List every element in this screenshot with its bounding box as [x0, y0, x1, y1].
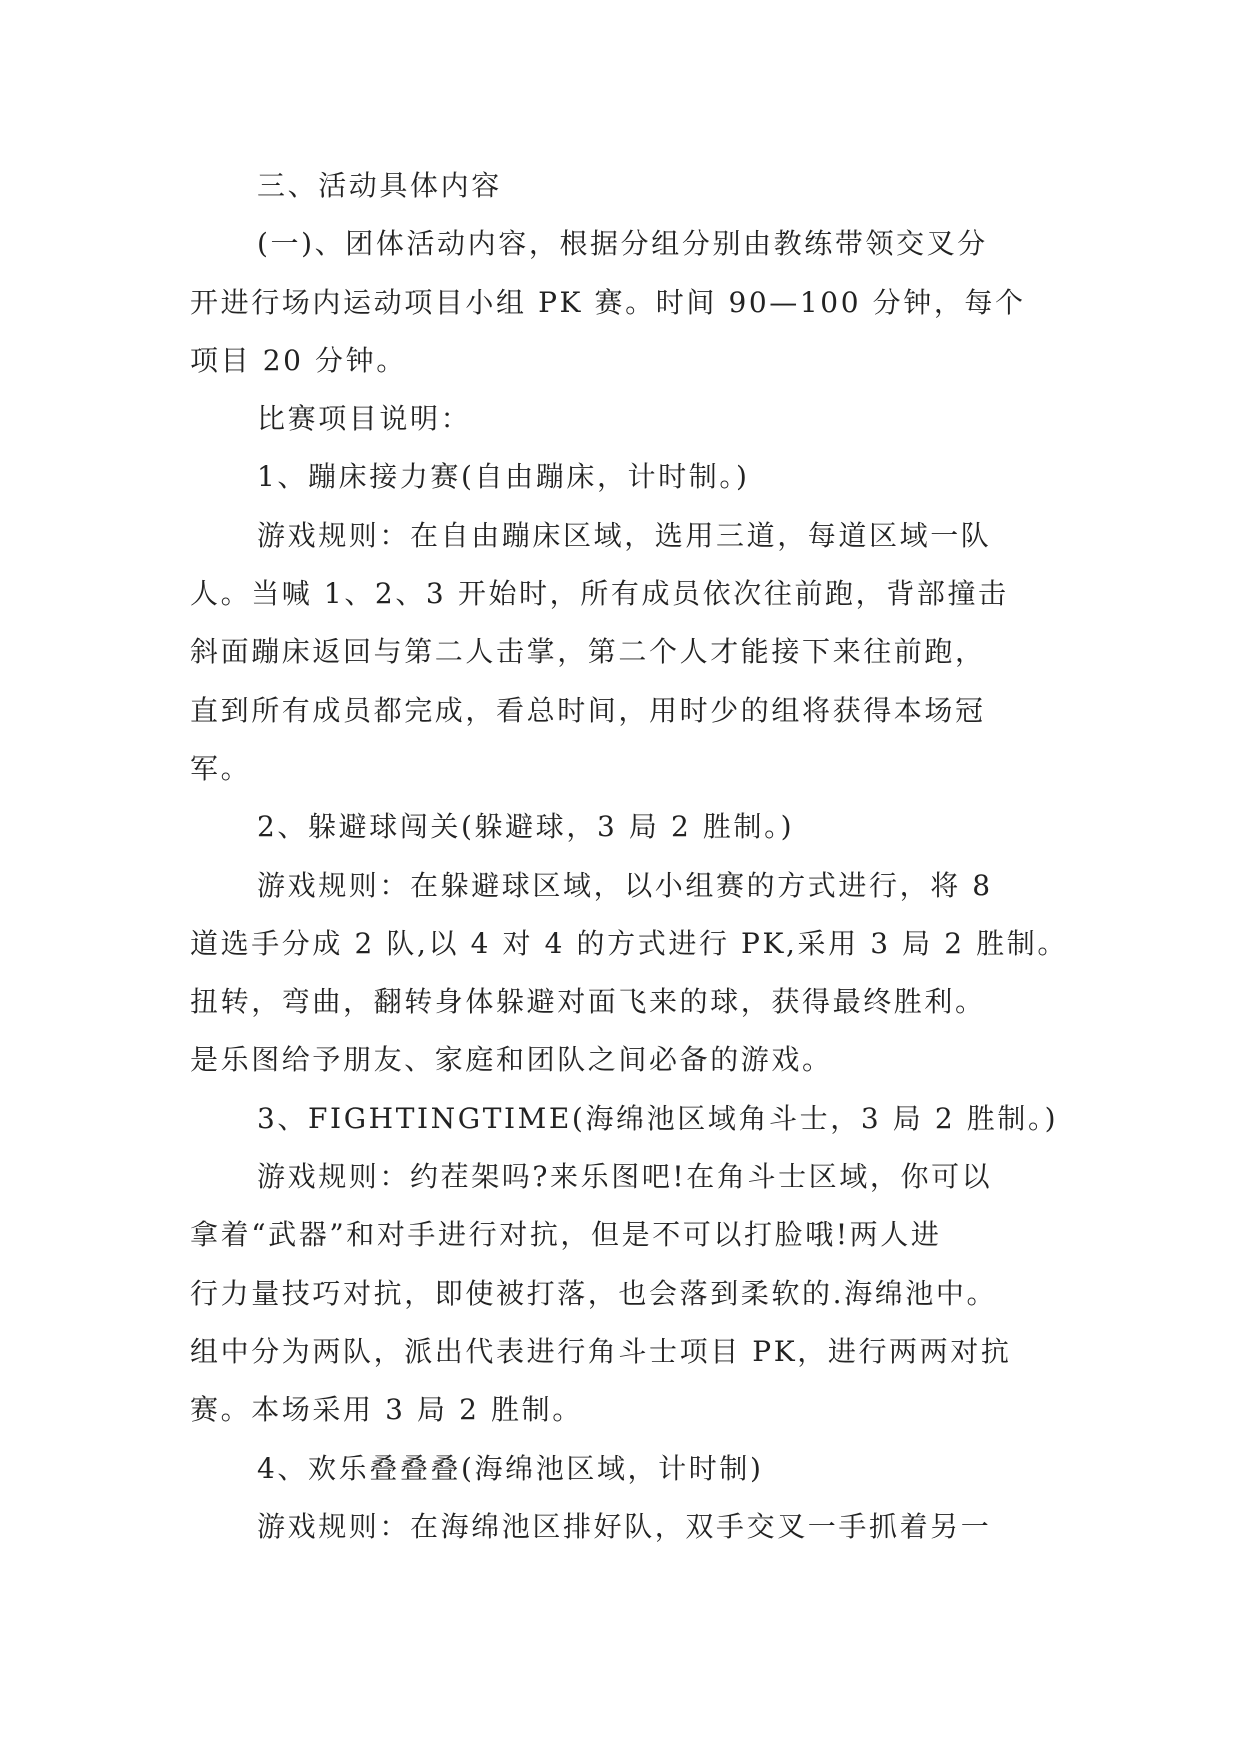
text-line: 开进行场内运动项目小组 PK 赛。时间 90—100 分钟，每个 — [190, 285, 1026, 319]
text-line: 斜面蹦床返回与第二人击掌，第二个人才能接下来往前跑， — [190, 635, 986, 669]
text-line: 1、蹦床接力赛(自由蹦床，计时制。) — [257, 460, 750, 494]
text-line: 比赛项目说明： — [257, 402, 472, 436]
text-line: 项目 20 分钟。 — [190, 343, 407, 377]
text-line: 游戏规则：在自由蹦床区域，选用三道，每道区域一队 — [257, 518, 992, 552]
text-line: 3、FIGHTINGTIME(海绵池区域角斗士，3 局 2 胜制。) — [257, 1101, 1059, 1135]
text-line: 拿着“武器”和对手进行对抗，但是不可以打脸哦!两人进 — [190, 1218, 942, 1252]
text-line: 道选手分成 2 队,以 4 对 4 的方式进行 PK,采用 3 局 2 胜制。 — [190, 926, 1068, 960]
document-page — [190, 157, 1070, 1556]
text-line: (一)、团体活动内容，根据分组分别由教练带领交叉分 — [257, 227, 988, 261]
text-line: 扭转，弯曲，翻转身体躲避对面飞来的球，获得最终胜利。 — [190, 985, 986, 1019]
text-line: 三、活动具体内容 — [257, 169, 502, 202]
text-line: 赛。本场采用 3 局 2 胜制。 — [190, 1393, 583, 1427]
text-line: 组中分为两队，派出代表进行角斗士项目 PK，进行两两对抗 — [190, 1334, 1012, 1368]
text-line: 是乐图给予朋友、家庭和团队之间必备的游戏。 — [190, 1043, 833, 1077]
text-line: 直到所有成员都完成，看总时间，用时少的组将获得本场冠 — [190, 693, 986, 727]
text-line: 游戏规则：约茬架吗?来乐图吧!在角斗士区域，你可以 — [257, 1160, 993, 1194]
text-line: 游戏规则：在躲避球区域，以小组赛的方式进行，将 8 — [257, 868, 993, 902]
text-line: 2、躲避球闯关(躲避球，3 局 2 胜制。) — [257, 810, 795, 844]
text-line: 军。 — [190, 751, 252, 785]
text-line: 游戏规则：在海绵池区排好队，双手交叉一手抓着另一 — [257, 1509, 992, 1543]
text-line: 4、欢乐叠叠叠(海绵池区域，计时制) — [257, 1451, 764, 1485]
text-line: 人。当喊 1、2、3 开始时，所有成员依次往前跑，背部撞击 — [190, 577, 1009, 611]
text-line: 行力量技巧对抗，即使被打落，也会落到柔软的.海绵池中。 — [190, 1276, 998, 1310]
